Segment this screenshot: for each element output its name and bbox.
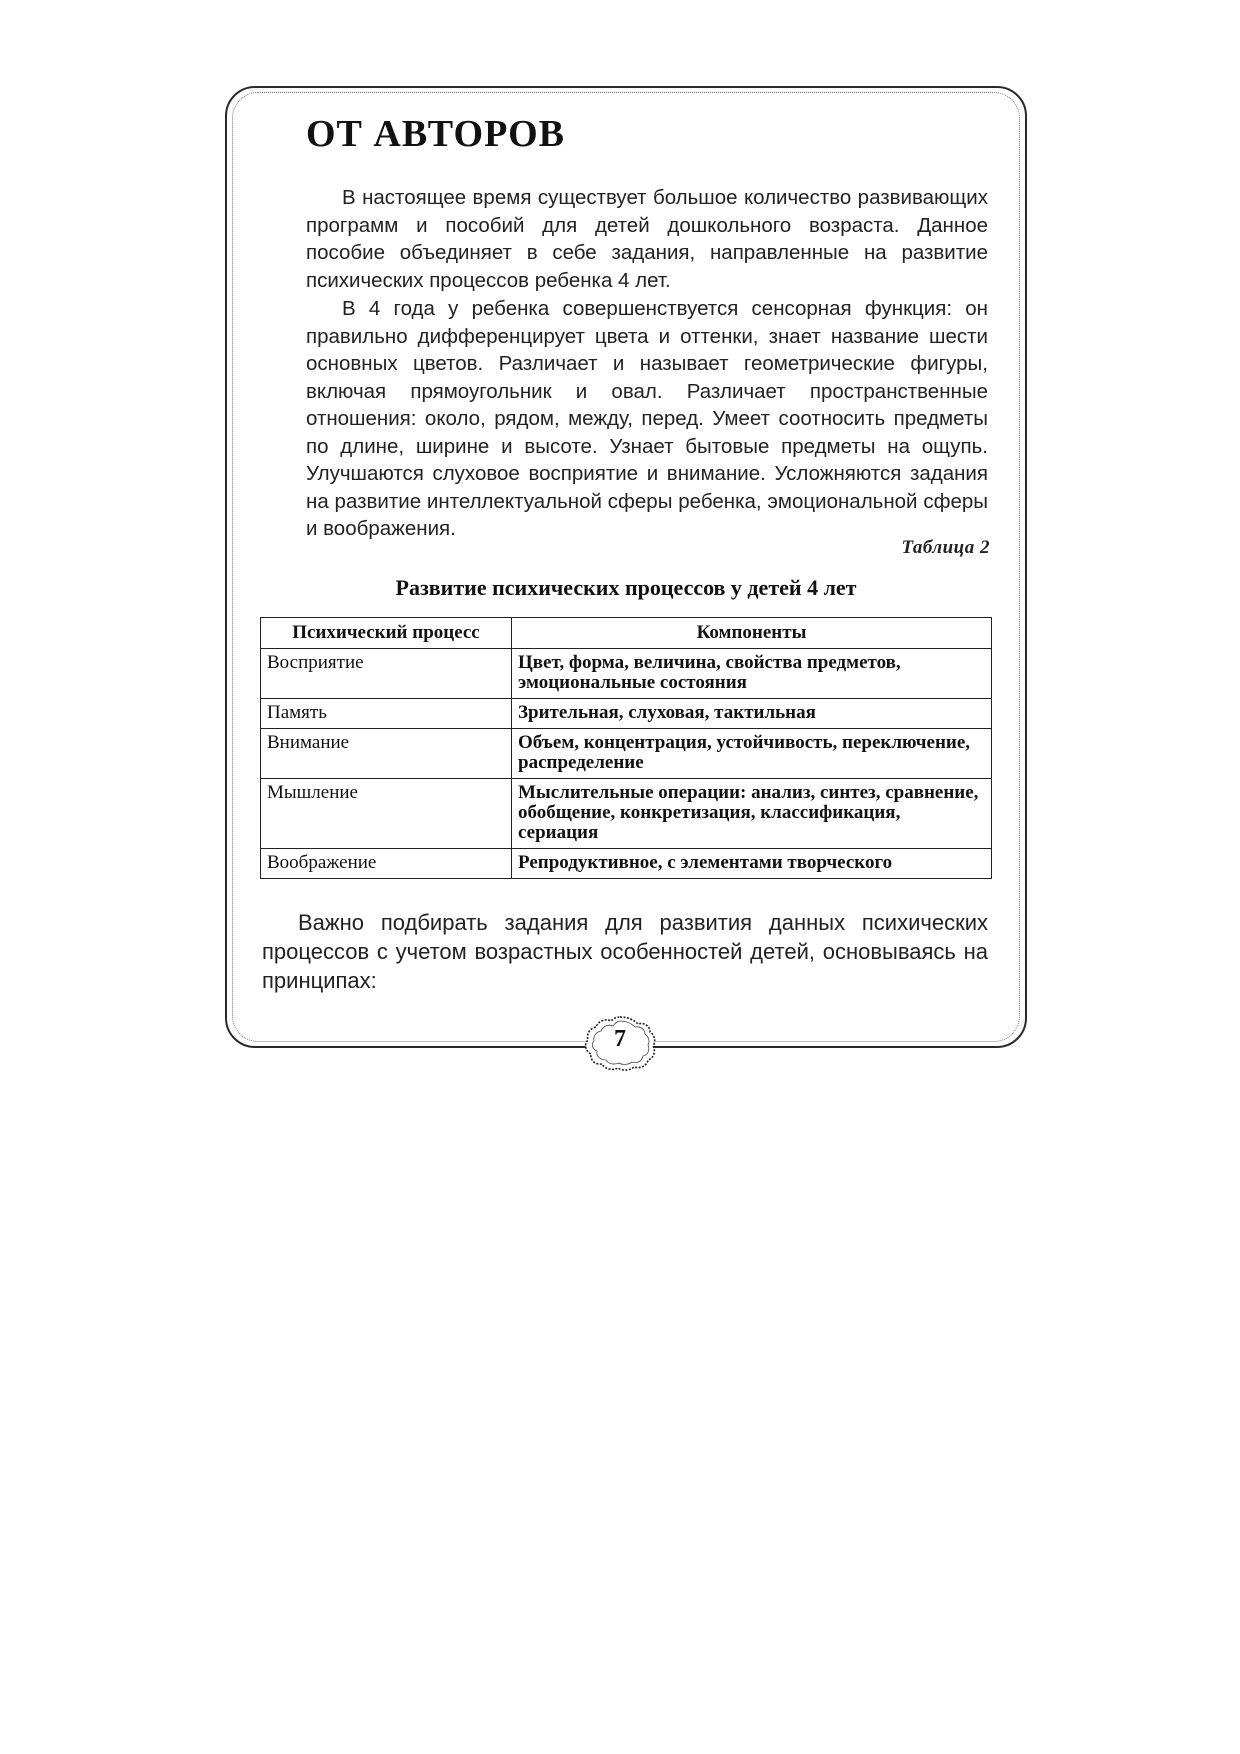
table-row <box>261 779 992 849</box>
page-number: 7 <box>614 1026 626 1052</box>
table-row <box>261 849 992 879</box>
table-row <box>261 699 992 729</box>
processes-table <box>260 617 992 879</box>
components-cell: Зрительная, слуховая, тактильная <box>512 699 992 729</box>
process-cell: Восприятие <box>261 649 512 699</box>
sensory-paragraph: В 4 года у ребенка совершенствуется сенсорная функция: он правильно дифференцирует цвета и оттенки, знает название шести основных цветов. Различает и называет геометрические фигуры, включая прямоугольник и овал. Различает пространственные отношения: около, рядом, между, перед. Умеет соотносить предметы по длине, ширине и высоте. Узнает бытовые предметы на ощупь. Улучшаются слуховое восприятие и внимание. Усложняются задания на развитие интеллектуальной сферы ребенка, эмоциональной сферы и воображения. <box>306 297 988 540</box>
table-title: Развитие психических процессов у детей 4 лет <box>395 575 857 600</box>
page-title: ОТ АВТОРОВ <box>306 113 565 155</box>
closing-paragraph: Важно подбирать задания для развития данных психических процессов с учетом возрастных особенностей детей, основываясь на принципах: <box>262 910 988 993</box>
process-cell: Воображение <box>261 849 512 879</box>
page-number-badge <box>582 1014 658 1072</box>
components-cell: Объем, концентрация, устойчивость, переключение, распределение <box>512 729 992 779</box>
process-cell: Память <box>261 699 512 729</box>
components-cell: Мыслительные операции: анализ, синтез, сравнение, обобщение, конкретизация, классификация, сериация <box>512 779 992 849</box>
intro-paragraph: В настоящее время существует большое количество развивающих программ и пособий для детей дошкольного возраста. Данное пособие объединяет в себе задания, направленные на развитие психических процессов ребенка 4 лет. <box>306 186 988 292</box>
components-cell: Цвет, форма, величина, свойства предметов, эмоциональные состояния <box>512 649 992 699</box>
header-components: Компоненты <box>512 618 992 649</box>
header-process: Психический процесс <box>261 618 512 649</box>
process-cell: Мышление <box>261 779 512 849</box>
table-header-row <box>261 618 992 649</box>
table-row <box>261 729 992 779</box>
process-cell: Внимание <box>261 729 512 779</box>
table-label: Таблица 2 <box>901 537 990 558</box>
table-row <box>261 649 992 699</box>
components-cell: Репродуктивное, с элементами творческого <box>512 849 992 879</box>
